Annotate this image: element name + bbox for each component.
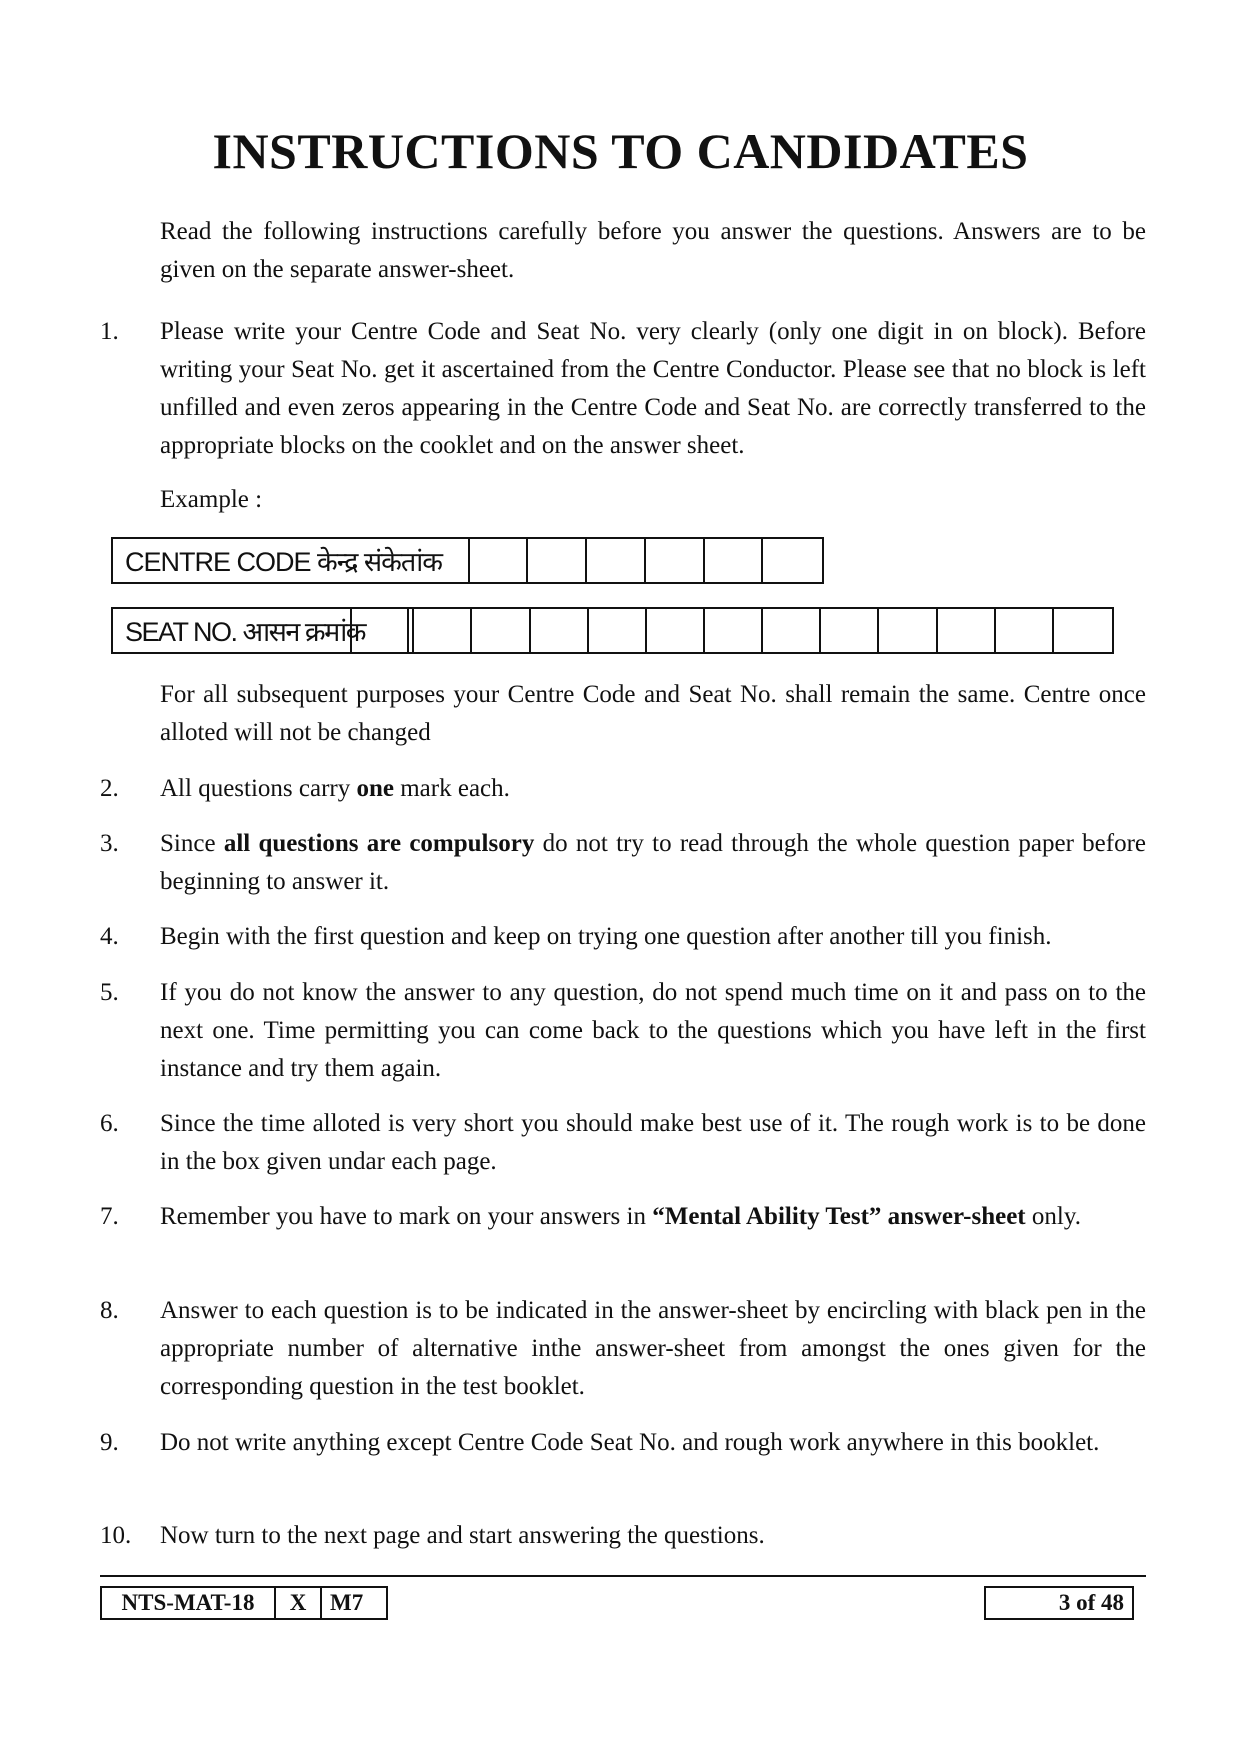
- item-number: 4.: [100, 923, 119, 950]
- item-text: Since the time alloted is very short you should make best use of it. The rough work is to be done in the box given undar each page.: [160, 1110, 1146, 1175]
- instruction-item-7: [100, 1198, 1146, 1236]
- item-number: 6.: [100, 1110, 119, 1137]
- seat-number-digit-cell: [996, 609, 1054, 652]
- instruction-item-6: [100, 1105, 1146, 1181]
- seat-number-label: SEAT NO. आसन क्रमांक: [113, 609, 352, 652]
- seat-number-digit-cell: [1054, 609, 1112, 652]
- intro-paragraph: Read the following instructions carefully before you answer the questions. Answers are to be given on the separate answer-sheet.: [160, 218, 1146, 283]
- centre-code-digit-cell: [763, 539, 822, 582]
- seat-number-digit-cell: [879, 609, 937, 652]
- item-text: Since all questions are compulsory do not try to read through the whole question paper before beginning to answer it.: [160, 830, 1147, 895]
- item-number: 3.: [100, 830, 119, 857]
- centre-code-label: CENTRE CODE केन्द्र संकेतांक: [113, 539, 470, 582]
- item-text: All questions carry one mark each.: [160, 775, 510, 802]
- item-text: Answer to each question is to be indicated in the answer-sheet by encircling with black pen in the appropriate number of alternative inthe answer-sheet from amongst the ones given for the corresponding question in the test booklet.: [160, 1297, 1146, 1400]
- footer-page-number: 3 of 48: [984, 1586, 1134, 1620]
- instruction-item-9: [100, 1424, 1146, 1462]
- item-number: 2.: [100, 775, 119, 802]
- seat-number-digit-cell: [938, 609, 996, 652]
- emphasis: one: [356, 775, 394, 802]
- subsequent-note-text: For all subsequent purposes your Centre Code and Seat No. shall remain the same. Centre once alloted will not be changed: [160, 681, 1146, 746]
- item-text: Remember you have to mark on your answers in “Mental Ability Test” answer-sheet only.: [160, 1203, 1081, 1230]
- centre-code-digit-cell: [587, 539, 646, 582]
- instruction-item-3: [100, 825, 1146, 901]
- centre-code-digit-cell: [470, 539, 529, 582]
- instruction-item-4: [100, 918, 1146, 956]
- item-number: 8.: [100, 1297, 119, 1324]
- seat-number-box: [111, 607, 1114, 654]
- item-number: 7.: [100, 1203, 119, 1230]
- item-number: 9.: [100, 1429, 119, 1456]
- item-text: Please write your Centre Code and Seat No. very clearly (only one digit in on block). Before writing your Seat No. get it ascertained from the Centre Conductor. Please see that no block is left unfilled and even zeros appearing in the Centre Code and Seat No. are correctly transferred to the appropriate blocks on the cooklet and on the answer sheet.: [160, 318, 1146, 459]
- seat-number-digit-cell: [414, 609, 472, 652]
- item-number: 10.: [100, 1522, 132, 1549]
- item-text: Begin with the first question and keep on trying one question after another till you finish.: [160, 923, 1052, 950]
- example-label: Example :: [160, 486, 263, 513]
- emphasis: “Mental Ability Test” answer-sheet: [652, 1203, 1026, 1230]
- seat-number-digit-cell: [472, 609, 530, 652]
- seat-number-digit-cell: [531, 609, 589, 652]
- footer-paper-code: NTS-MAT-18: [102, 1588, 276, 1618]
- centre-code-digit-cell: [528, 539, 587, 582]
- seat-number-digit-cell: [647, 609, 705, 652]
- footer-set: X: [276, 1588, 322, 1618]
- instruction-item-5: [100, 974, 1146, 1088]
- seat-number-digit-cell: [705, 609, 763, 652]
- page-title: INSTRUCTIONS TO CANDIDATES: [212, 123, 1029, 179]
- centre-code-digit-cell: [646, 539, 705, 582]
- item-text: Now turn to the next page and start answering the questions.: [160, 1522, 765, 1549]
- item-text: Do not write anything except Centre Code Seat No. and rough work anywhere in this booklet.: [160, 1429, 1100, 1456]
- item-number: 5.: [100, 979, 119, 1006]
- seat-number-digit-cell: [589, 609, 647, 652]
- seat-number-digit-cell: [763, 609, 821, 652]
- instruction-item-8: [100, 1292, 1146, 1406]
- footer-medium: M7: [330, 1590, 364, 1615]
- centre-code-digit-cell: [705, 539, 764, 582]
- item-number: 1.: [100, 318, 119, 345]
- footer-paper-code-box: [100, 1586, 388, 1620]
- instruction-item-2: [100, 770, 1146, 808]
- subsequent-note: [100, 676, 1146, 752]
- instruction-item-1: [100, 313, 1146, 465]
- seat-number-digit-cell: [352, 609, 409, 652]
- emphasis: all questions are compulsory: [223, 830, 535, 857]
- instruction-item-10: [100, 1517, 1146, 1555]
- footer-divider: [100, 1575, 1146, 1577]
- seat-number-digit-cell: [821, 609, 879, 652]
- item-text: If you do not know the answer to any question, do not spend much time on it and pass on to the next one. Time permitting you can come back to the questions which you have left in the first instance and try them again.: [160, 979, 1146, 1082]
- centre-code-box: [111, 537, 824, 584]
